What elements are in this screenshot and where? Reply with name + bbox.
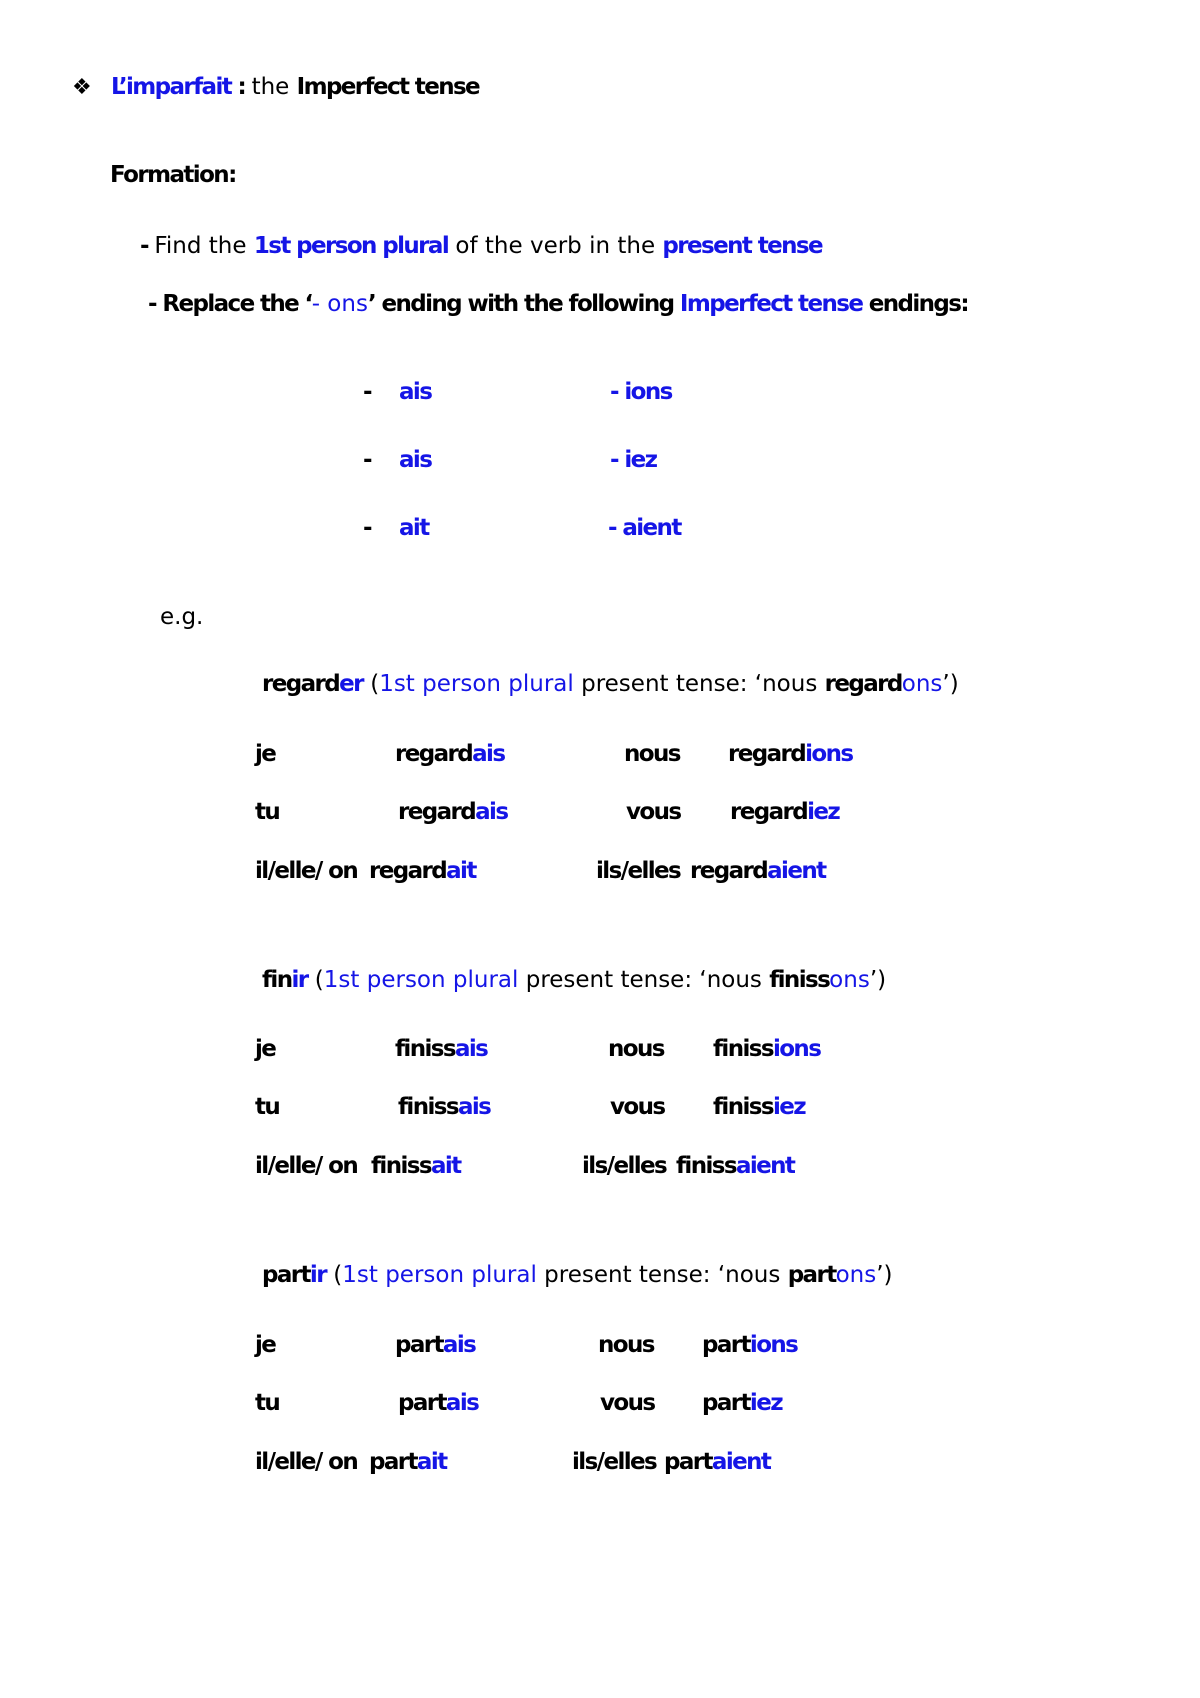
ending-dash: -	[363, 379, 371, 405]
ending-right: - iez	[610, 447, 657, 473]
ending-left: ais	[399, 379, 432, 405]
verb-heading-partir: partir (1st person plural present tense: ‘nous partons’)	[262, 1262, 893, 1288]
verb-form: finissais	[395, 1036, 488, 1062]
verb-form: partais	[395, 1332, 476, 1358]
verb-form: partais	[398, 1390, 479, 1416]
verb-form: finissaient	[676, 1153, 795, 1179]
verb-heading-regarder: regarder (1st person plural present tense: ‘nous regardons’)	[262, 671, 959, 697]
verb-form: regardaient	[690, 858, 826, 884]
title-french: L’imparfait	[111, 74, 232, 100]
step-1: - Find the 1st person plural of the verb in the present tense	[140, 233, 822, 259]
title-english: Imperfect tense	[296, 74, 480, 100]
pronoun: il/elle/ on	[255, 1153, 358, 1179]
pronoun: ils/elles	[596, 858, 681, 884]
pronoun: nous	[598, 1332, 654, 1358]
pronoun: vous	[610, 1094, 665, 1120]
verb-form: finissait	[371, 1153, 461, 1179]
ending-right: - ions	[610, 379, 672, 405]
verb-form: regardais	[398, 799, 508, 825]
pronoun: je	[255, 1332, 276, 1358]
ending-left: ais	[399, 447, 432, 473]
verb-form: regardiez	[730, 799, 840, 825]
verb-form: partions	[702, 1332, 798, 1358]
step-2: - Replace the ‘- ons’ ending with the following Imperfect tense endings:	[148, 291, 968, 317]
formation-heading: Formation:	[110, 162, 236, 188]
pronoun: vous	[626, 799, 681, 825]
pronoun: tu	[255, 1390, 280, 1416]
pronoun: il/elle/ on	[255, 1449, 358, 1475]
verb-form: partiez	[702, 1390, 782, 1416]
verb-heading-finir: finir (1st person plural present tense: ‘nous finissons’)	[262, 967, 887, 993]
verb-form: regardions	[728, 741, 853, 767]
ending-dash: -	[363, 515, 371, 541]
pronoun: vous	[600, 1390, 655, 1416]
pronoun: il/elle/ on	[255, 858, 358, 884]
pronoun: je	[255, 1036, 276, 1062]
ending-right: - aient	[608, 515, 681, 541]
pronoun: nous	[608, 1036, 664, 1062]
diamond-bullet-icon: ❖	[72, 75, 92, 100]
verb-form: regardais	[395, 741, 505, 767]
pronoun: ils/elles	[572, 1449, 657, 1475]
verb-form: finissions	[713, 1036, 821, 1062]
pronoun: tu	[255, 799, 280, 825]
ending-left: ait	[399, 515, 429, 541]
verb-form: partait	[369, 1449, 447, 1475]
pronoun: ils/elles	[582, 1153, 667, 1179]
ending-dash: -	[363, 447, 371, 473]
title-line: ❖ L’imparfait : the Imperfect tense	[72, 74, 480, 100]
verb-form: finissiez	[713, 1094, 806, 1120]
verb-form: regardait	[369, 858, 476, 884]
verb-form: partaient	[664, 1449, 771, 1475]
pronoun: tu	[255, 1094, 280, 1120]
eg-label: e.g.	[160, 604, 204, 630]
verb-form: finissais	[398, 1094, 491, 1120]
pronoun: nous	[624, 741, 680, 767]
pronoun: je	[255, 741, 276, 767]
